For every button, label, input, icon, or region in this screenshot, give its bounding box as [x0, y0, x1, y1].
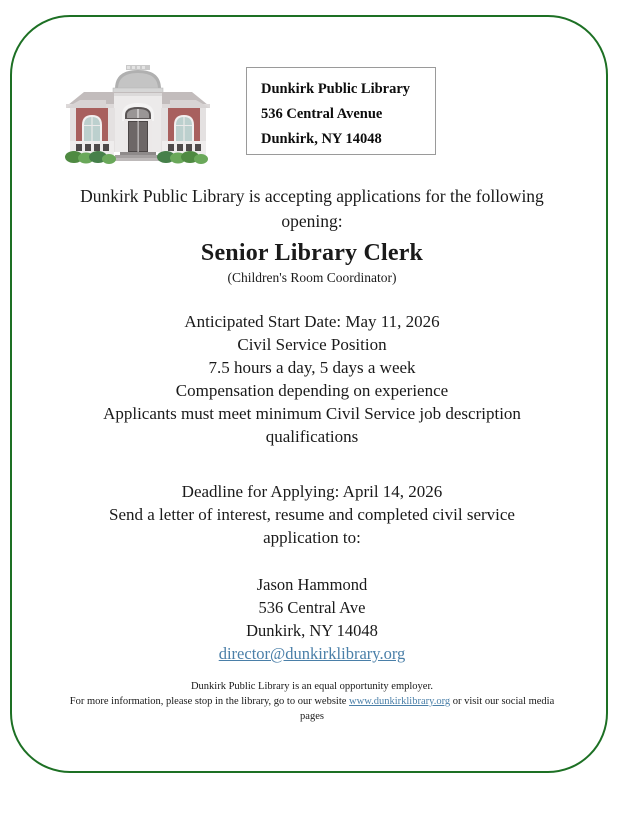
- flyer-header: [0, 55, 624, 175]
- page-title: Senior Library Clerk: [200, 240, 424, 266]
- library-building-illustration: [58, 63, 218, 168]
- contact-block: [72, 573, 552, 665]
- address-line-city: Dunkirk, NY 14048: [261, 131, 382, 147]
- job-details-list: [72, 310, 552, 448]
- contact-street: 536 Central Ave: [258, 598, 366, 617]
- footer-more-info: [62, 694, 562, 724]
- contact-name: Jason Hammond: [256, 575, 368, 594]
- address-line-street: 536 Central Avenue: [261, 106, 383, 122]
- contact-city: Dunkirk, NY 14048: [246, 621, 378, 640]
- contact-email-link[interactable]: director@dunkirklibrary.org: [218, 644, 406, 663]
- application-instructions: [72, 480, 552, 549]
- job-detail-hours: 7.5 hours a day, 5 days a week: [208, 358, 416, 377]
- library-address-box: [246, 67, 436, 155]
- footer-text-before: For more information, please stop in the library, go to our website: [69, 696, 350, 707]
- footer: [62, 679, 562, 724]
- intro-text: Dunkirk Public Library is accepting applications for the following opening:: [80, 186, 544, 231]
- job-detail-compensation: Compensation depending on experience: [175, 381, 449, 400]
- footer-text-after: or visit our social media pages: [300, 696, 555, 722]
- application-deadline: Deadline for Applying: April 14, 2026: [181, 482, 443, 501]
- job-detail-start-date: Anticipated Start Date: May 11, 2026: [184, 312, 440, 331]
- footer-equal-opportunity: Dunkirk Public Library is an equal opportunity employer.: [190, 681, 434, 692]
- library-website-link[interactable]: www.dunkirklibrary.org: [349, 696, 451, 707]
- address-line-name: Dunkirk Public Library: [261, 81, 411, 97]
- application-submission-note: Send a letter of interest, resume and completed civil service application to:: [109, 505, 515, 547]
- job-detail-qualifications: Applicants must meet minimum Civil Service job description qualifications: [103, 404, 521, 446]
- job-subtitle: (Children's Room Coordinator): [227, 270, 397, 285]
- job-detail-position-type: Civil Service Position: [237, 335, 387, 354]
